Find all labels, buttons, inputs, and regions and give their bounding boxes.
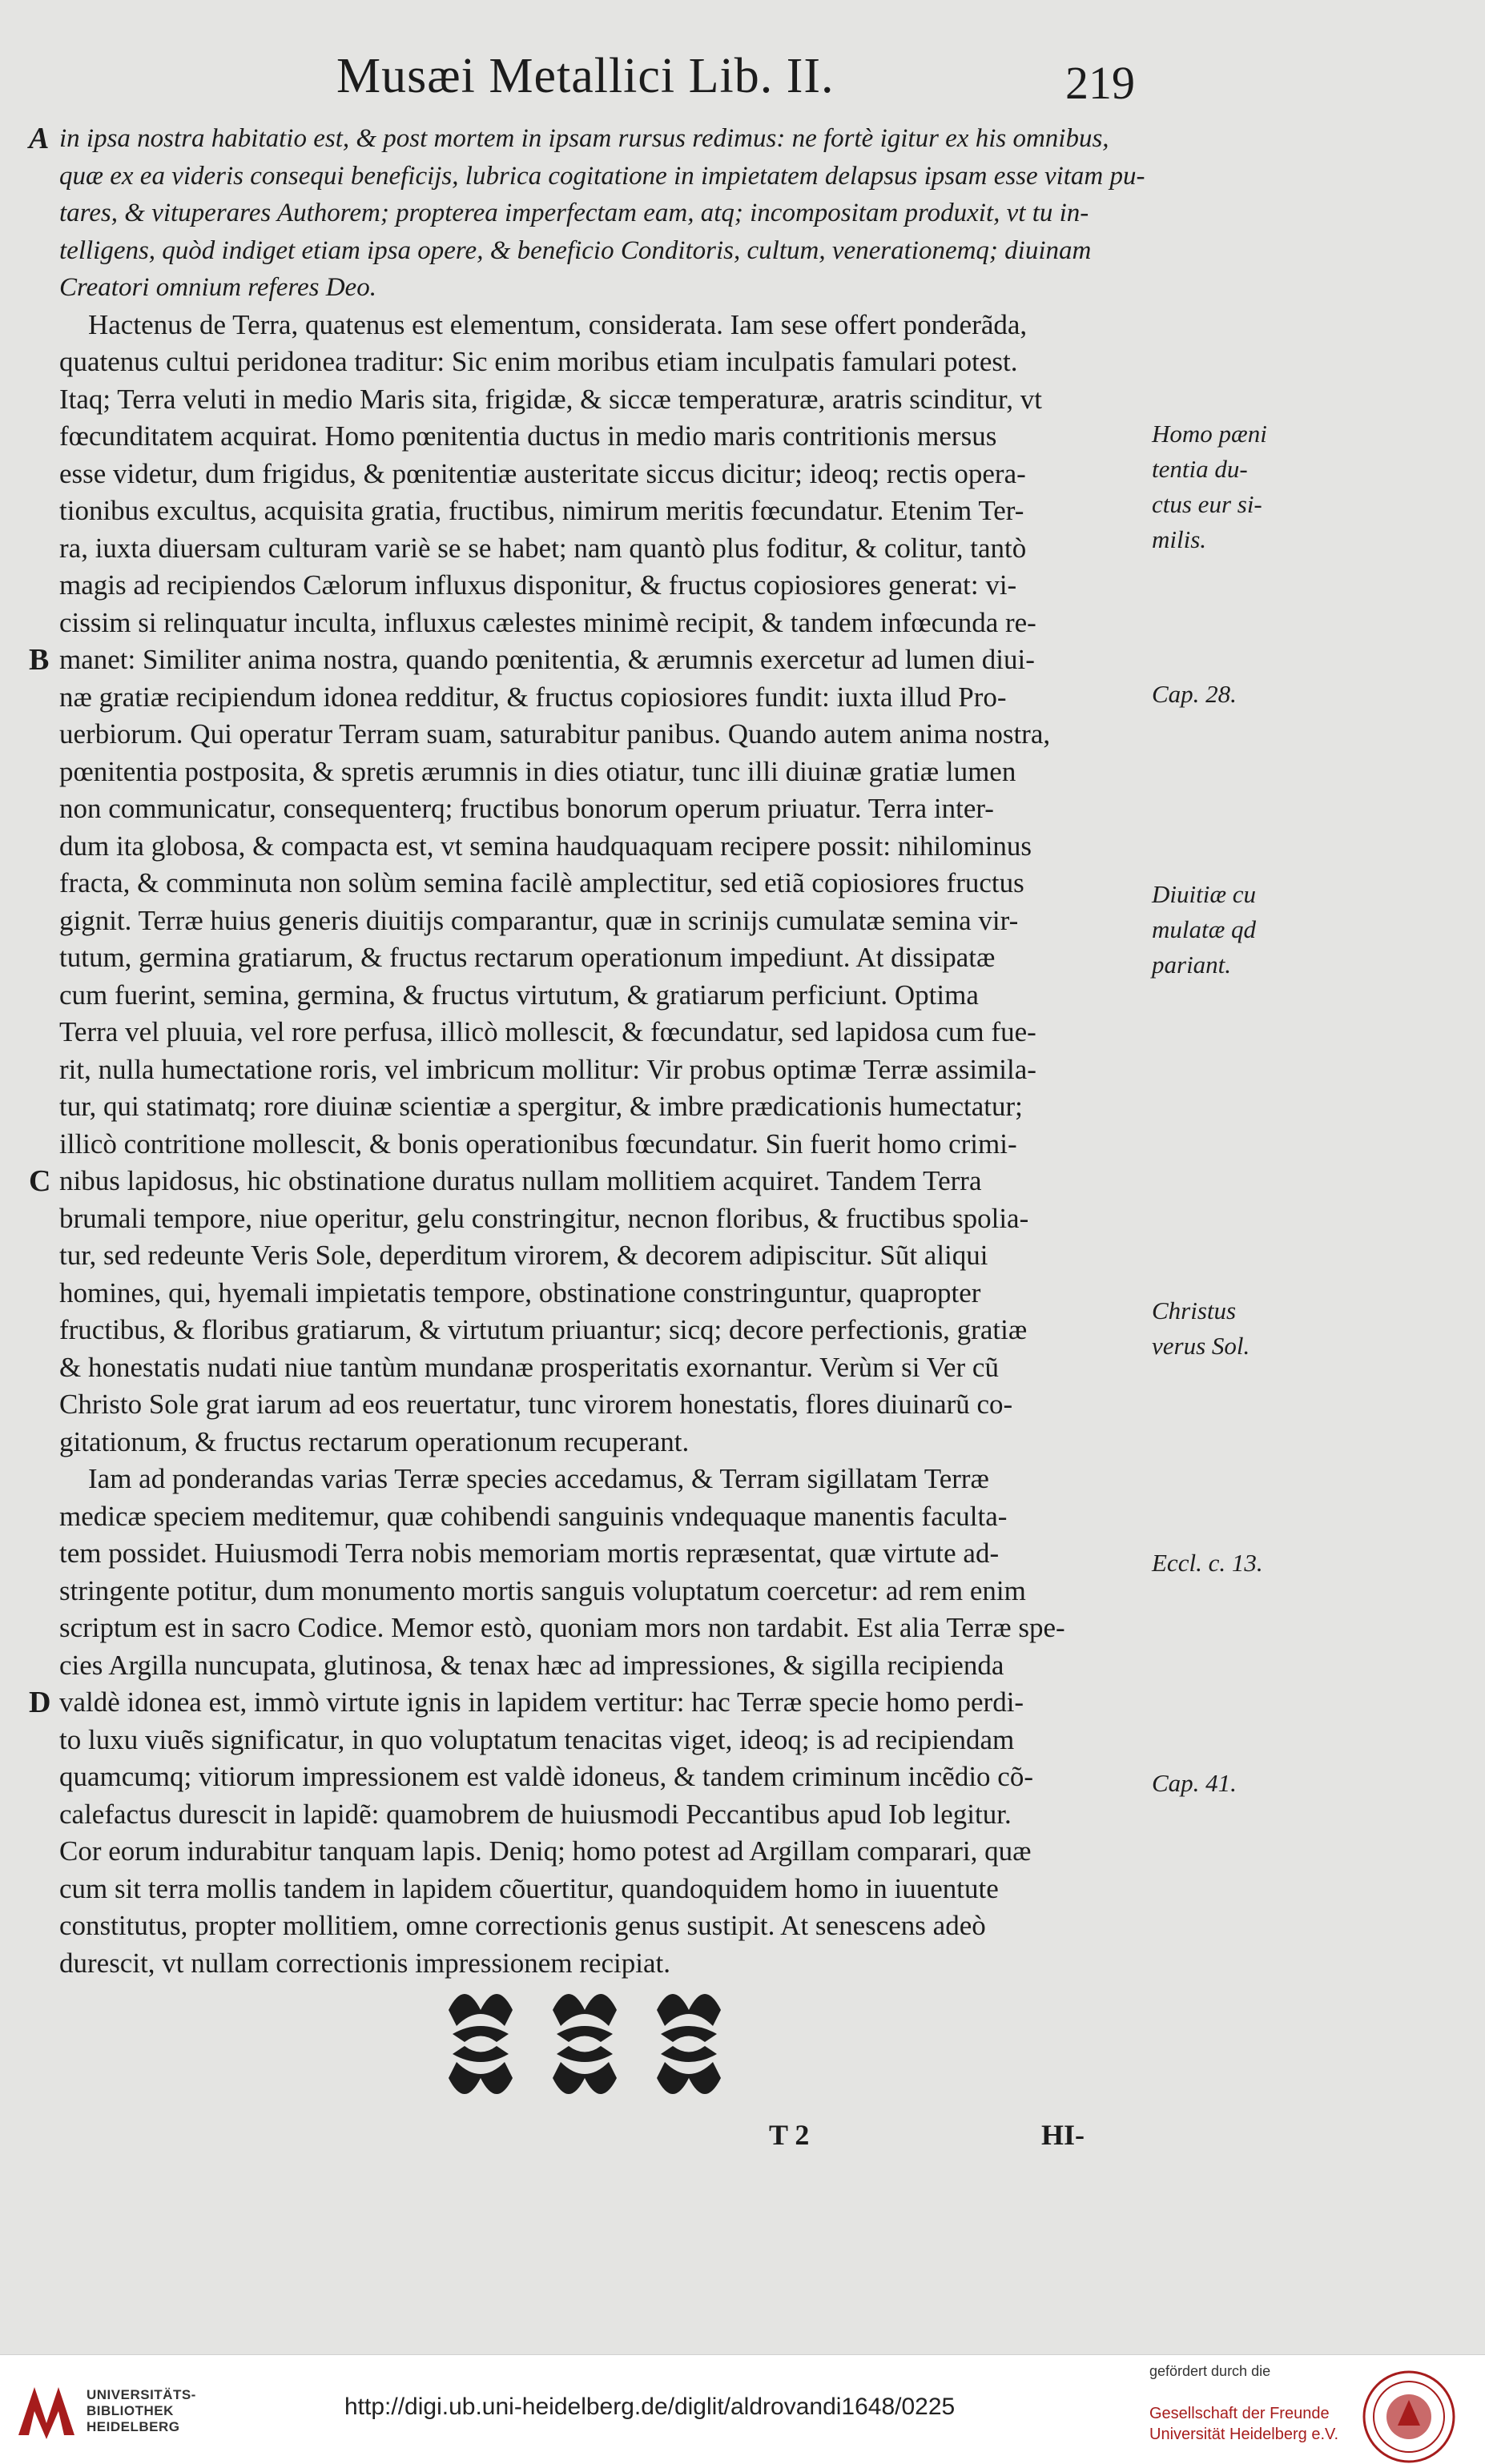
line-text: durescit, vt nullam correctionis impressionem recipiat. <box>59 1947 670 1979</box>
text-line <box>50 195 1147 232</box>
marginal-note-line: Diuitiæ cu <box>1152 880 1257 908</box>
marginal-note-cap28 <box>1152 677 1296 712</box>
line-text: Itaq; Terra veluti in medio Maris sita, frigidæ, & siccæ temperaturæ, aratris scinditur, vt <box>59 383 1043 415</box>
text-line <box>50 1237 1147 1275</box>
university-library-logo-icon <box>14 2379 78 2443</box>
text-line <box>50 865 1147 902</box>
signature-mark: T 2 <box>769 2119 810 2151</box>
section-marker: A <box>29 122 50 155</box>
text-line <box>50 1200 1147 1238</box>
text-line <box>50 344 1147 381</box>
line-text: quamcumq; vitiorum impressionem est valdè idoneus, & tandem criminum incẽdio cõ- <box>59 1761 1033 1792</box>
sponsor-name-line1: Gesellschaft der Freunde <box>1149 2405 1330 2422</box>
line-text: cum fuerint, semina, germina, & fructus virtutum, & gratiarum perficiunt. Optima <box>59 979 979 1011</box>
text-line <box>50 1424 1147 1461</box>
line-text: quatenus cultui peridonea traditur: Sic enim moribus etiam inculpatis famulari potest. <box>59 346 1018 377</box>
library-name <box>87 2387 196 2435</box>
line-text: Christo Sole grat iarum ad eos reuertatur, tunc virorem honestatis, flores diuinarũ co- <box>59 1389 1013 1420</box>
marginal-note-line: milis. <box>1152 525 1207 553</box>
marginal-note-line: Cap. 28. <box>1152 680 1237 708</box>
line-text: cissim si relinquatur inculta, influxus cælestes minimè recipit, & tandem infœcunda re- <box>59 606 1036 638</box>
text-line <box>50 307 1147 344</box>
text-line <box>50 530 1147 568</box>
text-line <box>50 492 1147 530</box>
line-text: in ipsa nostra habitatio est, & post mortem in ipsam rursus redimus: ne fortè igitur ex his omnibus, <box>59 124 1109 153</box>
text-line <box>50 1796 1147 1834</box>
text-line <box>29 1684 1147 1722</box>
line-text: cies Argilla nuncupata, glutinosa, & tenax hæc ad impressiones, & sigilla recipienda <box>59 1649 1004 1681</box>
line-text: nibus lapidosus, hic obstinatione duratus nullam mollitiem acquiret. Tandem Terra <box>59 1165 982 1196</box>
line-text: pœnitentia postposita, & spretis ærumnis in dies otiatur, tunc illi diuinæ gratiæ lumen <box>59 755 1016 787</box>
line-text: esse videtur, dum frigidus, & pœnitentiæ austeritate siccus dicitur; ideoq; rectis opera- <box>59 457 1026 489</box>
text-line <box>29 120 1147 158</box>
page-number: 219 <box>1065 57 1135 109</box>
text-line <box>50 679 1147 717</box>
text-line <box>50 456 1147 493</box>
marginal-note-line: Homo pæni <box>1152 420 1267 448</box>
decorative-ornament <box>425 1970 745 2114</box>
text-line <box>50 1871 1147 1908</box>
library-name-line2: BIBLIOTHEK <box>87 2403 174 2418</box>
line-text: tur, sed redeunte Veris Sole, deperditum virorem, & decorem adipiscitur. Sũt aliqui <box>59 1240 988 1271</box>
text-line <box>50 269 1147 307</box>
line-text: dum ita globosa, & compacta est, vt semina haudquaquam recipere possit: nihilominus <box>59 830 1032 862</box>
line-text: manet: Similiter anima nostra, quando pœnitentia, & ærumnis exercetur ad lumen diui- <box>59 644 1035 675</box>
text-line <box>50 1275 1147 1312</box>
line-text: Iam ad ponderandas varias Terræ species accedamus, & Terram sigillatam Terræ <box>88 1463 989 1494</box>
section-marker: B <box>29 643 50 677</box>
line-text: tur, qui statimatq; rore diuinæ scientiæ a spergitur, & imbre prædicationis humectatur; <box>59 1091 1023 1122</box>
line-text: Terra vel pluuia, vel rore perfusa, illicò mollescit, & fœcundatur, sed lapidosa cum fue- <box>59 1016 1036 1047</box>
marginal-note-christus <box>1152 1293 1296 1364</box>
text-line <box>50 158 1147 195</box>
marginal-note-cap41 <box>1152 1766 1296 1801</box>
text-line <box>50 790 1147 828</box>
text-line <box>50 605 1147 642</box>
text-line <box>50 1498 1147 1536</box>
marginal-note-line: verus Sol. <box>1152 1332 1250 1360</box>
text-line <box>50 977 1147 1015</box>
line-text: valdè idonea est, immò virtute ignis in lapidem vertitur: hac Terræ specie homo perdi- <box>59 1686 1024 1718</box>
text-line <box>50 381 1147 419</box>
line-text: telligens, quòd indiget etiam ipsa opere, & beneficio Conditoris, cultum, venerationemq; diuinam <box>59 235 1092 265</box>
line-text: non communicatur, consequenterq; fructibus bonorum operum priuatur. Terra inter- <box>59 793 994 824</box>
line-text: Creatori omnium referes Deo. <box>59 273 376 302</box>
text-line <box>50 1461 1147 1498</box>
marginal-note-line: Cap. 41. <box>1152 1769 1237 1797</box>
text-line <box>50 1722 1147 1759</box>
section-marker: D <box>29 1686 51 1719</box>
marginal-note-line: tentia du- <box>1152 455 1248 483</box>
text-line <box>50 1759 1147 1796</box>
line-text: calefactus durescit in lapidẽ: quamobrem de huiusmodi Peccantibus apud Iob legitur. <box>59 1798 1012 1830</box>
text-line <box>50 1907 1147 1945</box>
sponsor-name <box>1149 2403 1338 2445</box>
section-marker: C <box>29 1164 51 1198</box>
line-text: medicæ speciem meditemur, quæ cohibendi sanguinis vndequaque manentis faculta- <box>59 1500 1008 1532</box>
marginal-note-line: ctus eur si- <box>1152 490 1262 518</box>
line-text: stringente potitur, dum monumento mortis sanguis voluptatum coercetur: ad rem enim <box>59 1574 1026 1606</box>
marginal-note-homo <box>1152 416 1296 557</box>
line-text: & honestatis nudati niue tantùm mundanæ prosperitatis exornantur. Verùm si Ver cũ <box>59 1351 999 1383</box>
line-text: næ gratiæ recipiendum idonea redditur, & fructus copiosiores fundit: iuxta illud Pro- <box>59 681 1007 713</box>
viewer-footer <box>0 2354 1485 2464</box>
text-line <box>50 828 1147 866</box>
line-text: gignit. Terræ huius generis diuitijs comparantur, quæ in scrinijs cumulatæ semina vir- <box>59 904 1019 936</box>
line-text: quæ ex ea videris consequi beneficijs, lubrica cogitatione in impietatem delapsus ipsam esse vitam pu- <box>59 161 1145 191</box>
library-name-line3: HEIDELBERG <box>87 2419 180 2434</box>
text-line <box>50 1014 1147 1051</box>
text-line <box>50 567 1147 605</box>
line-text: brumali tempore, niue operitur, gelu constringitur, necnon floribus, & fructibus spolia- <box>59 1202 1029 1234</box>
line-text: cum sit terra mollis tandem in lapidem cõuertitur, quandoquidem homo in iuuentute <box>59 1872 999 1904</box>
line-text: scriptum est in sacro Codice. Memor estò, quoniam mors non tardabit. Est alia Terræ spe- <box>59 1612 1065 1643</box>
text-line <box>50 1573 1147 1610</box>
line-text: tutum, germina gratiarum, & fructus rectarum operationum impediunt. At dissipatæ <box>59 942 996 973</box>
line-text: fœcunditatem acquirat. Homo pœnitentia ductus in medio maris contritionis mersus <box>59 420 997 452</box>
line-text: uerbiorum. Qui operatur Terram suam, saturabitur panibus. Quando autem anima nostra, <box>59 718 1051 750</box>
text-line <box>29 1163 1147 1200</box>
marginal-note-line: Christus <box>1152 1296 1237 1324</box>
line-text: homines, qui, hyemali impietatis tempore, obstinatione constringuntur, quapropter <box>59 1276 981 1308</box>
body-text <box>29 120 1147 1982</box>
line-text: Hactenus de Terra, quatenus est elementum, considerata. Iam sese offert ponderãda, <box>88 308 1028 340</box>
line-text: gitationum, & fructus rectarum operationum recuperant. <box>59 1425 690 1457</box>
sponsor-name-line2: Universität Heidelberg e.V. <box>1149 2426 1339 2443</box>
line-text: Cor eorum indurabitur tanquam lapis. Deniq; homo potest ad Argillam comparari, quæ <box>59 1835 1032 1867</box>
text-line <box>50 1051 1147 1089</box>
text-line <box>50 232 1147 270</box>
permalink-url[interactable]: http://digi.ub.uni-heidelberg.de/diglit/aldrovandi1648/0225 <box>344 2394 956 2420</box>
text-line <box>50 902 1147 940</box>
text-line <box>50 716 1147 754</box>
marginal-note-eccl <box>1152 1546 1296 1581</box>
text-line <box>50 1126 1147 1164</box>
text-line <box>50 1647 1147 1685</box>
text-line <box>50 1312 1147 1349</box>
text-line <box>50 418 1147 456</box>
sponsor-label: gefördert durch die <box>1149 2363 1271 2379</box>
line-text: tionibus excultus, acquisita gratia, fructibus, nimirum meritis fœcundatur. Etenim Ter- <box>59 495 1024 526</box>
marginal-note-line: pariant. <box>1152 951 1232 979</box>
line-text: tares, & vituperares Authorem; propterea imperfectam eam, atq; incompositam produxit, vt tu in- <box>59 199 1089 227</box>
text-line <box>50 1610 1147 1647</box>
text-line <box>50 1088 1147 1126</box>
line-text: rit, nulla humectatione roris, vel imbricum mollitur: Vir probus optimæ Terræ assimila- <box>59 1053 1036 1085</box>
text-line <box>50 1349 1147 1387</box>
running-head: Musæi Metallici Lib. II. <box>336 49 835 103</box>
marginal-note-diuitiae <box>1152 877 1296 983</box>
catchword: HI- <box>1041 2119 1085 2151</box>
line-text: magis ad recipiendos Cælorum influxus disponitur, & fructus copiosiores generat: vi- <box>59 569 1017 601</box>
line-text: tem possidet. Huiusmodi Terra nobis memoriam mortis repræsentat, quæ virtute ad- <box>59 1537 1000 1569</box>
line-text: to luxu viuẽs significatur, in quo voluptatum tenacitas viget, ideoq; is ad recipiendam <box>59 1723 1015 1755</box>
line-text: fructibus, & floribus gratiarum, & virtutum priuantur; sicq; decore perfectionis, gratiæ <box>59 1314 1028 1345</box>
line-text: ra, iuxta diuersam culturam variè se se habet; nam quantò plus foditur, & colitur, tantò <box>59 532 1027 564</box>
line-text: constitutus, propter mollitiem, omne correctionis genus sustipit. At senescens adeò <box>59 1910 986 1941</box>
marginal-note-line: mulatæ qd <box>1152 915 1257 943</box>
text-line <box>50 939 1147 977</box>
line-text: illicò contritione mollescit, & bonis operationibus fœcundatur. Sin fuerit homo crimi- <box>59 1127 1017 1160</box>
text-line <box>50 1386 1147 1424</box>
text-line <box>50 1535 1147 1573</box>
text-line <box>50 1833 1147 1871</box>
marginal-note-line: Eccl. c. 13. <box>1152 1549 1263 1577</box>
library-name-line1: UNIVERSITÄTS- <box>87 2387 196 2402</box>
line-text: fracta, & comminuta non solùm semina facilè amplectitur, sed etiã copiosiores fructus <box>59 867 1024 898</box>
university-seal-icon <box>1362 2370 1456 2464</box>
text-line <box>50 754 1147 791</box>
text-line <box>29 641 1147 679</box>
